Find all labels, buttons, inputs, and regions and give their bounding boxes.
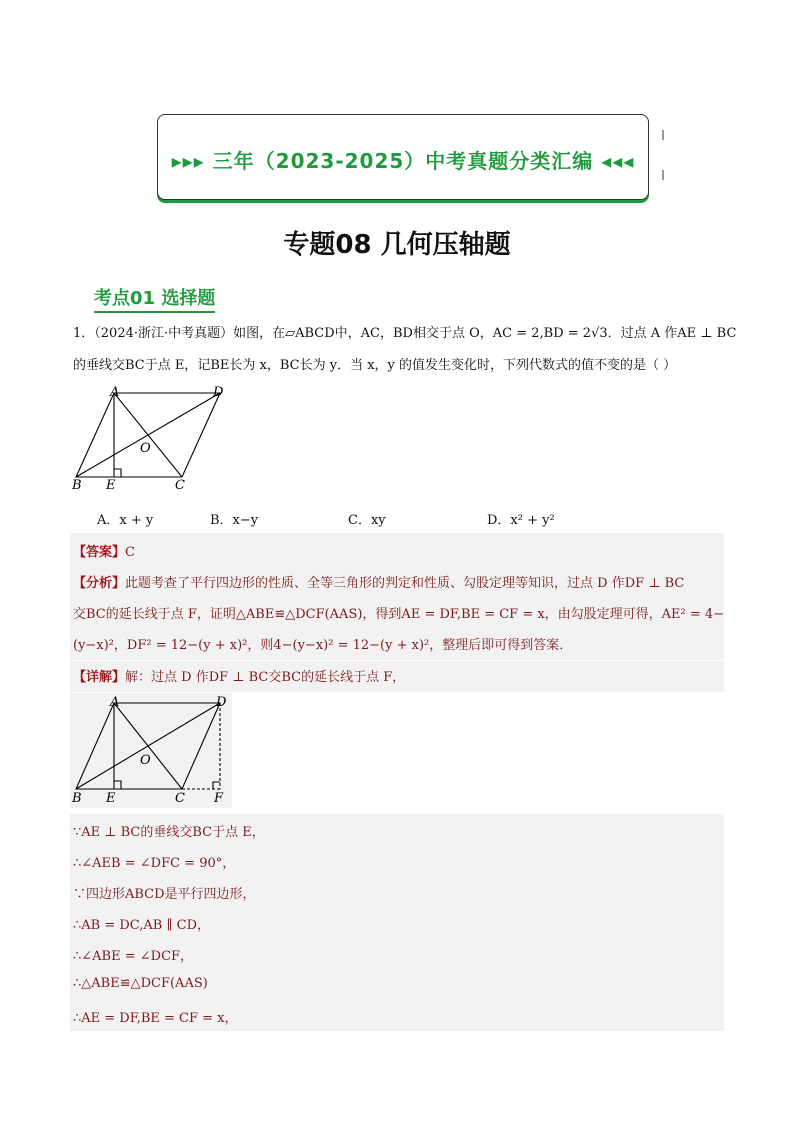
analysis-line-1: 【分析】此题考查了平行四边形的性质、全等三角形的判定和性质、勾股定理等知识，过点 D 作DF ⊥ BC [73,576,685,591]
label-D: D [213,385,224,400]
banner-decoration [662,130,664,140]
parallelogram-figure-with-f [70,693,232,808]
label-D: D [216,695,227,710]
header-banner [157,114,649,200]
answer-line [73,541,135,560]
banner-title: ▸▸▸ 三年（2023-2025）中考真题分类汇编 ◂◂◂ [171,149,635,173]
answer-tag: 【答案】 [73,545,126,560]
label-B: B [72,791,82,806]
analysis-line-2: 交BC的延长线于点 F，证明△ABE≌△DCF(AAS)，得到AE = DF,BE = CF = x，由勾股定理可得，AE² = 4− [73,607,725,622]
label-C: C [175,791,185,806]
label-B: B [72,478,82,493]
parallelogram-figure [70,385,240,495]
label-A: A [110,385,120,400]
step-line: ∴△ABE≌△DCF(AAS) [73,976,208,991]
option-a: A．x + y [97,513,154,528]
label-A: A [110,695,120,710]
banner-decoration [662,170,664,180]
option-b: B．x−y [210,513,259,528]
option-c: C．xy [348,513,386,528]
label-E: E [106,791,116,806]
answer-value: C [125,545,135,560]
step-line: ∵AE ⊥ BC的垂线交BC于点 E， [73,825,265,840]
option-d: D．x² + y² [487,513,555,528]
label-O: O [140,441,151,456]
page-title: 专题08 几何压轴题 [283,230,511,260]
question-line-1: 1．（2024·浙江·中考真题）如图，在▱ABCD中，AC，BD相交于点 O，AC = 2,BD = 2√3．过点 A 作AE ⊥ BC [73,326,737,341]
step-line: ∴∠AEB = ∠DFC = 90°， [73,856,236,871]
label-F: F [214,791,224,806]
analysis-line-3: (y−x)²，DF² = 12−(y + x)²，则4−(y−x)² = 12−(y + x)²，整理后即可得到答案． [73,638,573,653]
detail-line-1: 【详解】解：过点 D 作DF ⊥ BC交BC的延长线于点 F， [73,670,406,685]
step-line: ∴∠ABE = ∠DCF， [73,949,194,964]
label-O: O [140,753,151,768]
label-C: C [175,478,185,493]
label-E: E [106,478,116,493]
section-heading: 考点01 选择题 [94,284,215,313]
step-line: ∵四边形ABCD是平行四边形， [73,887,256,902]
detail-tag: 【详解】 [73,670,126,685]
step-line: ∴AE = DF,BE = CF = x， [73,1011,238,1026]
analysis-tag: 【分析】 [73,576,126,591]
step-line: ∴AB = DC,AB ∥ CD， [73,918,210,933]
question-line-2: 的垂线交BC于点 E，记BE长为 x，BC长为 y．当 x，y 的值发生变化时，下列代数式的值不变的是（ ） [73,358,677,373]
